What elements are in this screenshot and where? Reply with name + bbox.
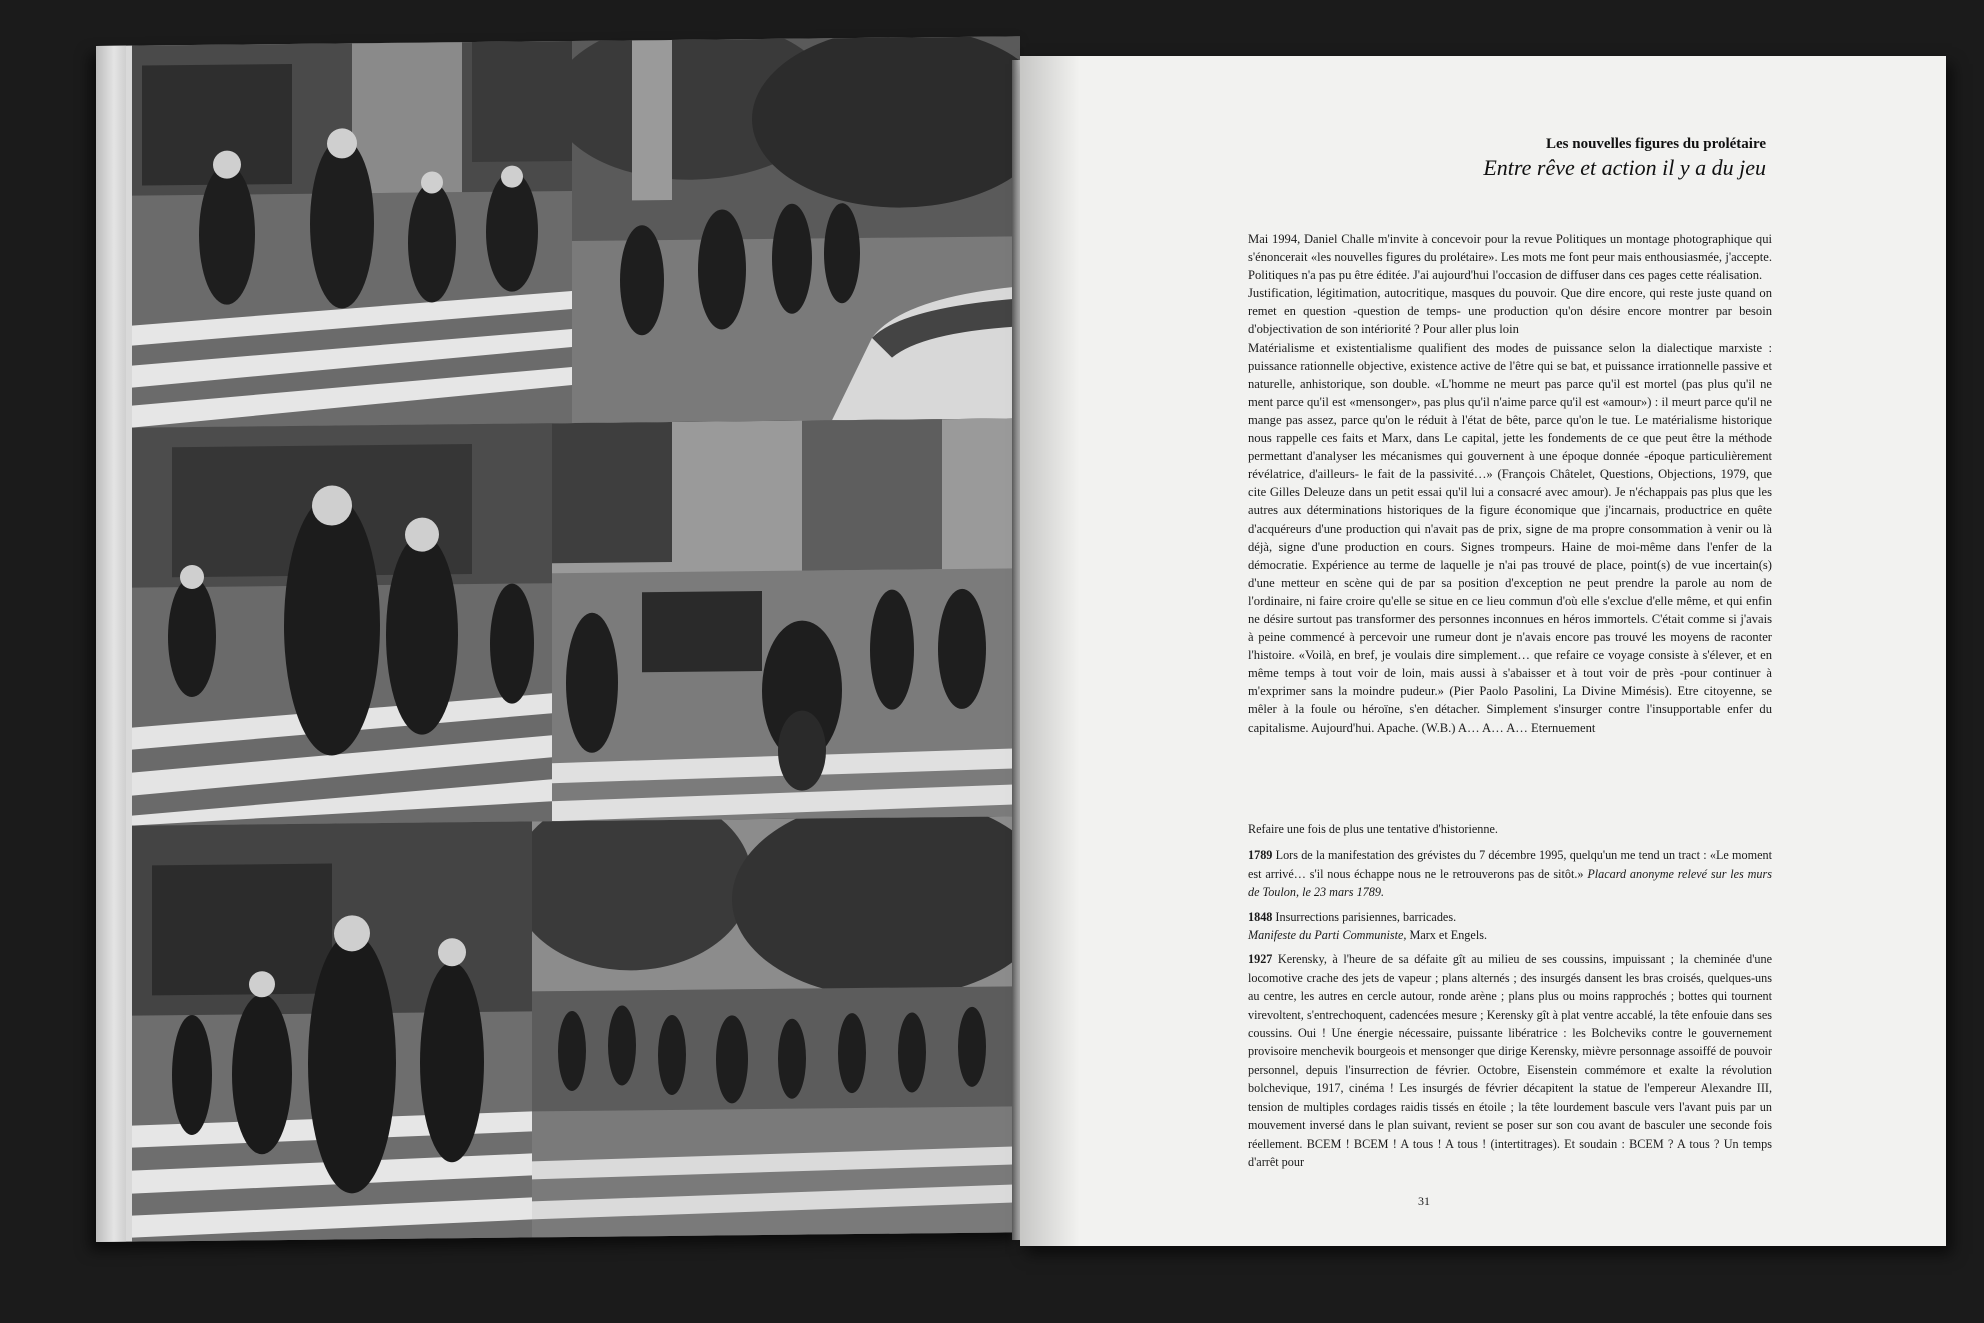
entry-1789 [1248,846,1772,901]
article-subtitle: Entre rêve et action il y a du jeu [1483,155,1766,180]
photo-grid [132,36,1020,1241]
page-number: 31 [1418,1194,1430,1208]
entry-text: Insurrections parisiennes, barricades. [1272,909,1457,924]
photo-street-car [572,36,1020,423]
paragraph-3: Matérialisme et existentialisme qualifient des modes de puissance selon la dialectique marxiste : puissance rationnelle objective, existence active de l'être qui se bat, et puissance irrationnelle passive et naturelle, anhistorique, son double. «L'homme ne meurt pas parce qu'il est mortel (pas plus qu'il ne ment parce qu'il est «mensonger», pas plus qu'il n'aime parce qu'il est «amour») : il meurt parce qu'il ne mange pas assez, parce qu'on le réduit à l'état de bête, parce qu'on le tue. Le matérialisme historique nous rappelle ces faits et Marx, dans Le capital, jette les fondements de ce que peut être la méthode permettant d'analyser les mécanismes qui gouvernent à une époque donnée -époque particulièrement révélatrice, d'ailleurs- le fait de la passivité…» (François Châtelet, Questions, Objections, 1979, que cite Gilles Deleuze dans un petit essai qu'il lui a consacré avec amour). Je n'échappais pas plus que les autres aux déterminations historiques de la figure économique que j'incarnais, productrice en quête d'acquéreurs d'une production qui n'avait pas de prix, signe de ma propre consommation à venir ou là déjà, signe d'une production en cours. Signes trompeurs. Haine de moi-même dans l'enfer de la démocratie. Expérience au terme de laquelle je n'ai pas trouvé de place, point(s) de vue incertain(s) d'une metteur en scène qui de par sa position d'exception ne peut prendre la parole au nom de l'ordinaire, ni faire croire qu'elle se situe en ce lieu commun d'où elle s'exclue d'elle même, et qui enfin ne désire surtout pas transformer des personnes inconnues en héros immortels. C'était comme si j'avais à peine commencé à percevoir une rumeur dont je n'avais encore pas trouvé les moyens de raconter l'histoire. «Voilà, en bref, je voulais dire simplement… que refaire ce voyage consiste à s'élever, et en même temps à tout voir de loin, mais aussi à s'abaisser et à tout voir de près -pour continuer à m'exprimer sans la moindre pudeur.» (Pier Paolo Pasolini, La Divine Mimésis). Etre citoyenne, se mêler à la foule ou héroïne, s'en détacher. Simplement s'insurger contre l'insupportable enfer du capitalisme. Aujourd'hui. Apache. (W.B.) A… A… A… Eternuement [1248,340,1772,735]
history-intro: Refaire une fois de plus une tentative d'historienne. [1248,822,1498,836]
photo-crosswalk-3 [132,821,532,1241]
entry-citation: Manifeste du Parti Communiste, [1248,928,1407,943]
paragraph-2: Justification, légitimation, autocritique, masques du pouvoir. Que dire encore, qui reste juste quand on remet en question -question de temps- une production qu'on désire encore montrer par besoin d'objectivation de son intériorité ? Pour aller plus loin [1248,286,1772,337]
page-edge [96,46,126,1242]
entry-1848 [1248,908,1772,945]
paragraph-1: Mai 1994, Daniel Challe m'invite à concevoir pour la revue Politiques un montage photographique qui s'énoncerait «les nouvelles figures du prolétaire». Les mots me font peur mais enthousiasmée, j'accepte. Politiques n'a pas pu être éditée. J'ai aujourd'hui l'occasion de diffuser dans ces pages cette réalisation. [1248,232,1772,283]
entry-text: Kerensky, à l'heure de sa défaite gît au milieu de ses coussins, impuissant ; la cheminée d'une locomotive crache des jets de vapeur ; plans alternés ; des insurgés dansent les bras croisés, quelques-uns au centre, les autres en cercle autour, ronde arène ; plans plus ou moins rapprochés ; bottes qui tournent virevoltent, s'entrechoquent, cadencées mesure ; Kerensky gît à plat ventre accablé, la tête enfouie dans ses coussins. Oui ! Une énergie nécessaire, puissante libératrice : les Bolcheviks contre le gouvernement provisoire menchevik bourgeois et mensonger que dirige Kerensky, mièvre personnage assoiffé de pouvoir personnel, depuis l'insurrection de février. Octobre, Eisenstein commémore et exalte la révolution bolchevique, 1917, cinéma ! Les insurgés de février décapitent la statue de l'empereur Alexandre III, tension de multiples cordages raidis tissés en étoile ; la tête lourdement bascule vers l'avant puis par un mouvement inversé dans le plan suivant, revient se poser sur son cou avant de basculer une seconde fois réellement. BCEM ! BCEM ! A tous ! A tous ! (intertitrages). Et soudain : BCEM ? A tous ? Un temps d'arrêt pour [1248,952,1772,1169]
entry-citation: Placard anonyme relevé sur les murs de Toulon, le 23 mars 1789. [1248,866,1772,900]
article-title: Les nouvelles figures du prolétaire [1545,136,1766,152]
left-page-photo-montage [96,36,1020,1242]
photo-crosswalk-1 [132,41,572,428]
entry-text: Lors de la manifestation des grévistes du 7 décembre 1995, quelqu'un me tend un tract : «Le moment est arrivé… s'il nous échappe nous ne le retrouverons pas de sitôt.» [1248,848,1772,881]
photo-crosswalk-2 [132,423,552,825]
year-label: 1927 [1248,952,1273,967]
year-label: 1789 [1248,848,1273,863]
article-body [1248,230,1772,737]
year-label: 1848 [1248,909,1273,924]
history-section [1248,820,1772,1177]
photo-scooter [552,418,1020,821]
page-header [1483,136,1766,181]
photo-crowd [532,816,1020,1237]
right-page-text [1020,56,1946,1246]
entry-1927 [1248,950,1772,1171]
entry-authors: Marx et Engels. [1406,928,1487,943]
